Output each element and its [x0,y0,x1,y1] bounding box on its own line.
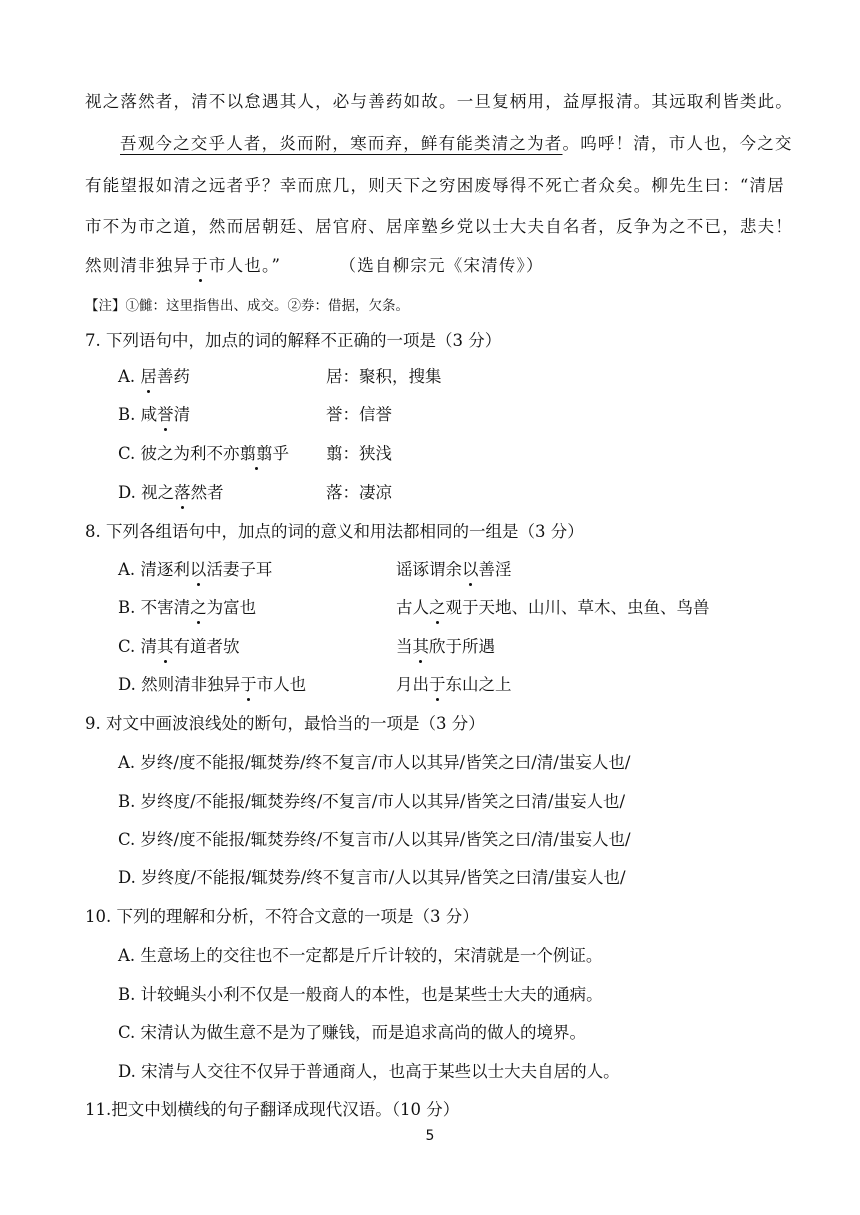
option-text: A. [118,367,141,386]
dotted-word: 翦翦 [239,444,273,463]
q10-option-b: B. 计较蝇头小利不仅是一般商人的本性，也是某些士大夫的通病。 [118,985,603,1004]
q8-option-a-right [396,556,512,580]
underlined-sentence: 吾观今之交乎人者，炎而附，寒而弃，鲜有能类清之为者 [120,134,563,153]
option-text: 欣于所遇 [429,637,495,656]
footnote: 【注】①雠：这里指售出、成交。②券：借据，欠条。 [85,298,409,314]
option-text: 古人 [396,598,429,617]
option-text: 有道者欤 [173,637,240,656]
dotted-word: 其 [157,637,174,656]
q8-option-c [118,633,758,657]
dotted-word: 以 [462,560,479,579]
dotted-word: 于 [240,675,257,694]
passage-line-2 [120,130,793,154]
option-text: 谣诼谓余 [396,560,462,579]
option-gloss: 翦：狭浅 [326,444,392,463]
option-text: 为富也 [206,598,257,617]
dotted-word: 于 [429,675,446,694]
question-10-stem: 10. 下列的理解和分析，不符合文意的一项是（3 分） [85,907,479,926]
passage-text: 然则清非独异 [85,256,192,275]
dotted-word: 落 [174,483,191,502]
option-text: 当 [396,637,413,656]
option-text: 乎 [272,444,290,463]
option-text: 观于天地、山川、草木、虫鱼、鸟兽 [445,598,710,617]
q8-option-a [118,556,758,580]
q9-option-c: C. 岁终/度不能报/辄焚券终/不复言市/人以其异/皆笑之曰/清/蚩妄人也/ [118,830,631,849]
passage-line-4: 市不为市之道，然而居朝廷、居官府、居庠塾乡党以士大夫自名者，反争为之不已，悲夫！ [85,217,793,236]
q8-option-b-right [396,594,710,618]
q7-option-b [118,401,618,425]
option-text: 清 [173,405,191,424]
dotted-word: 誉 [157,405,174,424]
option-text: 活妻子耳 [206,560,273,579]
dotted-word: 以 [189,560,207,579]
option-text: 市人也 [256,675,307,694]
q8-option-d-right [396,671,512,695]
passage-line-1: 视之落然者，清不以怠遇其人，必与善药如故。一旦复柄用，益厚报清。其远取利皆类此。 [85,92,793,111]
question-9-stem: 9. 对文中画波浪线处的断句，最恰当的一项是（3 分） [85,714,485,733]
dotted-word: 其 [412,637,429,656]
question-11-stem: 11.把文中划横线的句子翻译成现代汉语。（10 分） [85,1100,460,1119]
dotted-word: 于 [191,256,209,275]
question-7-stem: 7. 下列语句中，加点的词的解释不正确的一项是（3 分） [85,331,502,350]
q9-option-d: D. 岁终度/不能报/辄焚券/终不复言市/人以其异/皆笑之曰清/蚩妄人也/ [118,868,626,887]
passage-text: 市人也。” [208,256,282,275]
option-text: 月出 [396,675,429,694]
q9-option-a: A. 岁终/度不能报/辄焚券/终不复言/市人以其异/皆笑之曰/清/蚩妄人也/ [118,753,631,772]
q10-option-c: C. 宋清认为做生意不是为了赚钱，而是追求高尚的做人的境界。 [118,1023,587,1042]
q10-option-d: D. 宋清与人交往不仅异于普通商人，也高于某些以士大夫自居的人。 [118,1062,620,1081]
passage-line-3: 有能望报如清之远者乎？幸而庶几，则天下之穷困废辱得不死亡者众矣。柳先生曰：“清居 [85,176,785,195]
q8-option-b [118,594,758,618]
question-8-stem: 8. 下列各组语句中，加点的词的意义和用法都相同的一组是（3 分） [85,522,584,541]
passage-line-2-rest: 。呜呼！清，市人也，今之交 [562,134,793,153]
option-text: C. 彼之为利不亦 [118,444,240,463]
option-text: 然者 [190,483,224,502]
q7-option-c [118,440,618,464]
option-text: D. 然则清非独异 [118,675,241,694]
option-text: D. 视之 [118,483,175,502]
option-text: B. 咸 [118,405,158,424]
source-citation: （选自柳宗元《宋清传》） [339,256,544,275]
option-gloss: 落：凄凉 [326,483,392,502]
option-gloss: 居：聚积，搜集 [326,367,442,386]
dotted-word: 之 [429,598,446,617]
option-text: 善药 [156,367,190,386]
option-text: C. 清 [118,637,158,656]
page-number: 5 [425,1128,435,1144]
q7-option-d [118,479,618,503]
option-text: 善淫 [478,560,512,579]
option-text: B. 不害清 [118,598,191,617]
passage-line-5 [85,252,544,276]
q9-option-b: B. 岁终度/不能报/辄焚券终/不复言/市人以其异/皆笑之曰清/蚩妄人也/ [118,792,626,811]
option-text: A. 清逐利 [118,560,190,579]
dotted-word: 之 [190,598,207,617]
option-gloss: 誉：信誉 [326,405,392,424]
q7-option-a [118,363,618,387]
dotted-word: 居 [140,367,157,386]
q8-option-c-right [396,633,495,657]
q8-option-d [118,671,758,695]
q10-option-a: A. 生意场上的交往也不一定都是斤斤计较的，宋清就是一个例证。 [118,946,603,965]
option-text: 东山之上 [445,675,512,694]
